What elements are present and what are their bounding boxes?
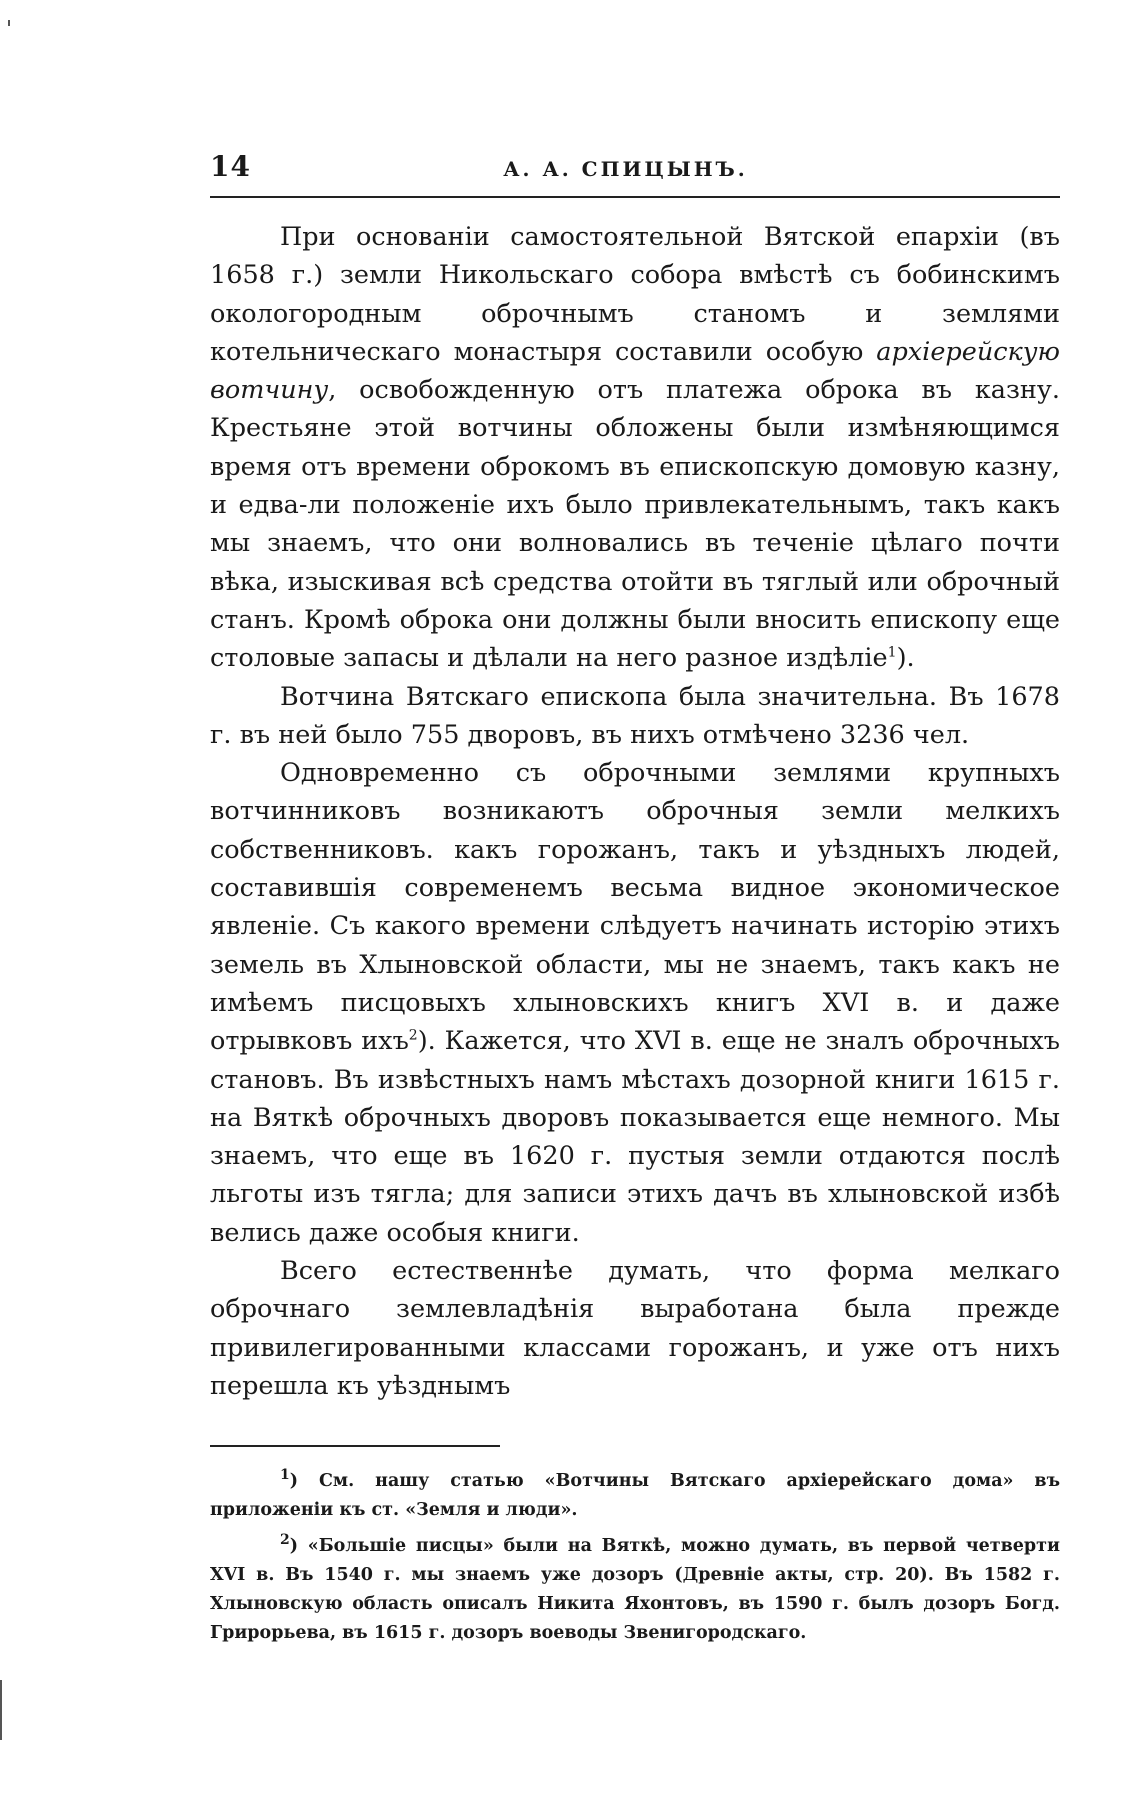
footnote-text: ) См. нашу статью «Вотчины Вятскаго архіерейскаго дома» въ приложеніи къ ст. «Земля и люди». xyxy=(210,1471,1060,1521)
paragraph xyxy=(210,754,1060,1252)
footnote-reference[interactable]: 1 xyxy=(887,644,897,661)
paragraph-text: ). xyxy=(896,643,915,674)
page-number: 14 xyxy=(210,150,251,183)
footnote-text: ) «Большіе писцы» были на Вяткѣ, можно думать, въ первой четверти XVI в. Въ 1540 г. мы знаемъ уже дозоръ (Древніе акты, стр. 20). Въ 1582 г. Хлыновскую область описалъ Никита Яхонтовъ, въ 1590 г. былъ дозоръ Богд. Грирорьева, въ 1615 г. дозоръ воеводы Звенигородскаго. xyxy=(210,1536,1060,1644)
italic-term: архіерейскую вотчину xyxy=(210,336,1060,406)
paragraph xyxy=(210,678,1060,755)
paragraph-text: ). Кажется, что XVI в. еще не зналъ оброчныхъ становъ. Въ извѣстныхъ намъ мѣстахъ дозорной книги 1615 г. на Вяткѣ оброчныхъ дворовъ показывается еще немного. Мы знаемъ, что еще въ 1620 г. пустыя земли отдаются послѣ льготы изъ тягла; для записи этихъ дачъ въ хлыновской избѣ велись даже особыя книги. xyxy=(210,1026,1060,1248)
page-header xyxy=(210,150,1060,198)
footnote xyxy=(210,1532,1060,1648)
scan-edge-mark xyxy=(8,20,10,26)
footnote xyxy=(210,1467,1060,1525)
footnotes xyxy=(210,1467,1060,1648)
paragraph-text: При основаніи самостоятельной Вятской епархіи (въ 1658 г.) земли Никольскаго собора вмѣстѣ съ бобинскимъ окологородным оброчнымъ станомъ и землями котельническаго монастыря составили особую xyxy=(210,222,1060,367)
running-head: А. А. СПИЦЫНЪ. xyxy=(503,157,748,181)
footnote-mark: 1 xyxy=(280,1467,290,1484)
paragraph xyxy=(210,1252,1060,1405)
paragraph-text: Вотчина Вятскаго епископа была значительна. Въ 1678 г. въ ней было 755 дворовъ, въ нихъ отмѣчено 3236 чел. xyxy=(210,681,1060,750)
paragraph xyxy=(210,218,1060,678)
body-text xyxy=(210,218,1060,1405)
footnote-divider xyxy=(210,1445,500,1447)
book-page xyxy=(210,150,1060,1655)
paragraph-text: Одновременно съ оброчными землями крупныхъ вотчинниковъ возникаютъ оброчныя земли мелкихъ собственниковъ. какъ горожанъ, такъ и уѣздныхъ людей, составившія современемъ весьма видное экономическое явленіе. Съ какого времени слѣдуетъ начинать исторію этихъ земель въ Хлыновской области, мы не знаемъ, такъ какъ не имѣемъ писцовыхъ хлыновскихъ книгъ XVI в. и даже отрывковъ ихъ xyxy=(210,758,1060,1057)
scan-edge-mark xyxy=(0,1680,2,1740)
footnote-reference[interactable]: 2 xyxy=(408,1027,418,1044)
paragraph-text: , освобожденную отъ платежа оброка въ казну. Крестьяне этой вотчины обложены были измѣняющимся время отъ времени оброкомъ въ епископскую домовую казну, и едва-ли положеніе ихъ было привлекательнымъ, такъ какъ мы знаемъ, что они волновались въ теченіе цѣлаго почти вѣка, изыскивая всѣ средства отойти въ тяглый или оброчный станъ. Кромѣ оброка они должны были вносить епископу еще столовые запасы и дѣлали на него разное издѣліе xyxy=(210,375,1060,674)
footnote-mark: 2 xyxy=(280,1532,290,1549)
paragraph-text: Всего естественнѣе думать, что форма мелкаго оброчнаго землевладѣнія выработана была прежде привилегированными классами горожанъ, и уже отъ нихъ перешла къ уѣзднымъ xyxy=(210,1256,1060,1401)
